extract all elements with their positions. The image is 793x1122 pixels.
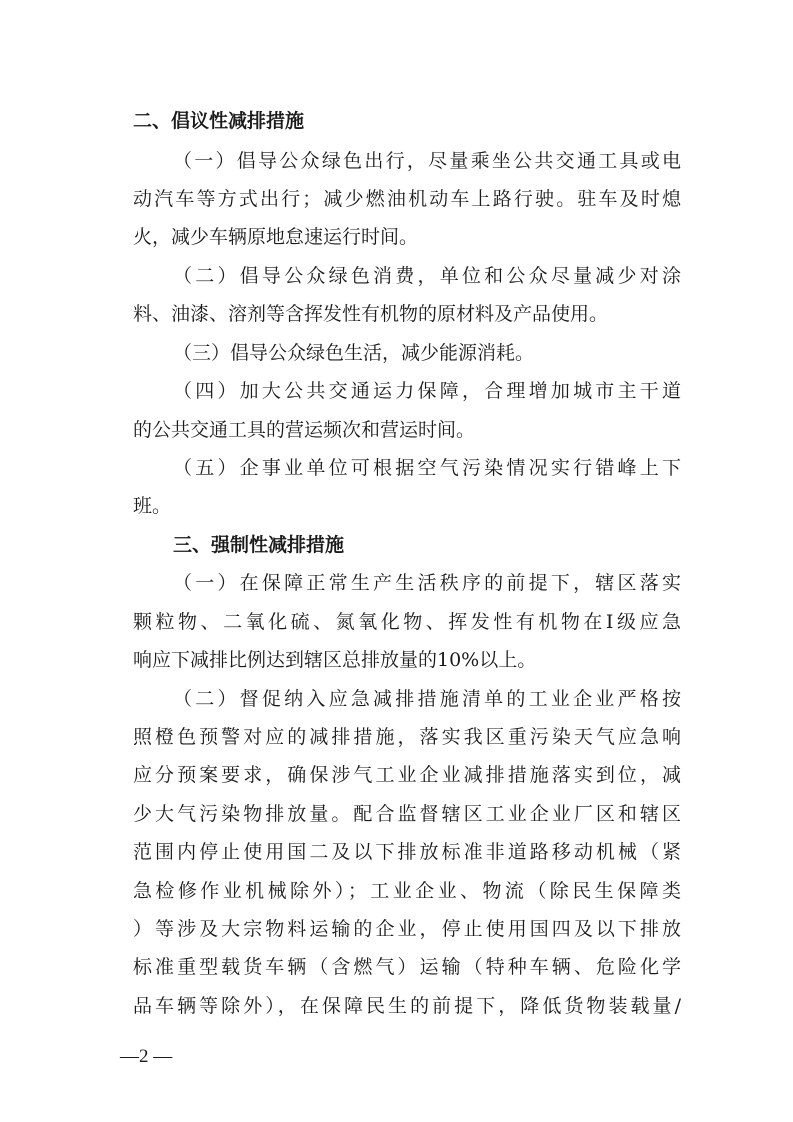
paragraph-line: 班。 <box>133 495 172 517</box>
paragraph-line: （二）倡导公众绿色消费，单位和公众尽量减少对涂 <box>173 265 681 287</box>
paragraph-line: 动汽车等方式出行；减少燃油机动车上路行驶。驻车及时熄 <box>133 188 681 210</box>
paragraph-line: （一）在保障正常生产生活秩序的前提下，辖区落实 <box>173 572 681 594</box>
paragraph-line: （三）倡导公众绿色生活，减少能源消耗。 <box>173 342 535 364</box>
paragraph-line: 料、油漆、溶剂等含挥发性有机物的原材料及产品使用。 <box>133 303 609 325</box>
paragraph-line: 品车辆等除外），在保障民生的前提下，降低货物装载量/ <box>133 995 681 1017</box>
paragraph-line: （二）督促纳入应急减排措施清单的工业企业严格按 <box>173 688 681 710</box>
paragraph-line: 急检修作业机械除外）；工业企业、物流（除民生保障类 <box>133 880 681 902</box>
paragraph-line: 颗粒物、二氧化硫、氮氧化物、挥发性有机物在Ⅰ级应急 <box>133 611 681 633</box>
paragraph-line: （五）企事业单位可根据空气污染情况实行错峰上下 <box>173 457 681 479</box>
paragraph-line: 的公共交通工具的营运频次和营运时间。 <box>133 419 476 441</box>
paragraph-line: 范围内停止使用国二及以下排放标准非道路移动机械（紧 <box>133 841 681 863</box>
page-number: —2 — <box>120 1046 173 1067</box>
paragraph-line: （一）倡导公众绿色出行，尽量乘坐公共交通工具或电 <box>173 150 681 172</box>
paragraph-line: 少大气污染物排放量。配合监督辖区工业企业厂区和辖区 <box>133 803 681 825</box>
paragraph-line: 应分预案要求，确保涉气工业企业减排措施落实到位，减 <box>133 764 681 786</box>
paragraph-line: 照橙色预警对应的减排措施，落实我区重污染天气应急响 <box>133 726 681 748</box>
paragraph-line: ）等涉及大宗物料运输的企业，停止使用国四及以下排放 <box>133 918 681 940</box>
paragraph-line: 标准重型载货车辆（含燃气）运输（特种车辆、危险化学 <box>133 956 681 978</box>
paragraph-line: 响应下减排比例达到辖区总排放量的10%以上。 <box>133 649 537 671</box>
section-heading-mandatory: 三、强制性减排措施 <box>173 534 345 556</box>
section-heading-advocacy: 二、倡议性减排措施 <box>133 110 305 132</box>
paragraph-line: 火，减少车辆原地怠速运行时间。 <box>133 226 419 248</box>
paragraph-line: （四）加大公共交通运力保障，合理增加城市主干道 <box>173 380 681 402</box>
